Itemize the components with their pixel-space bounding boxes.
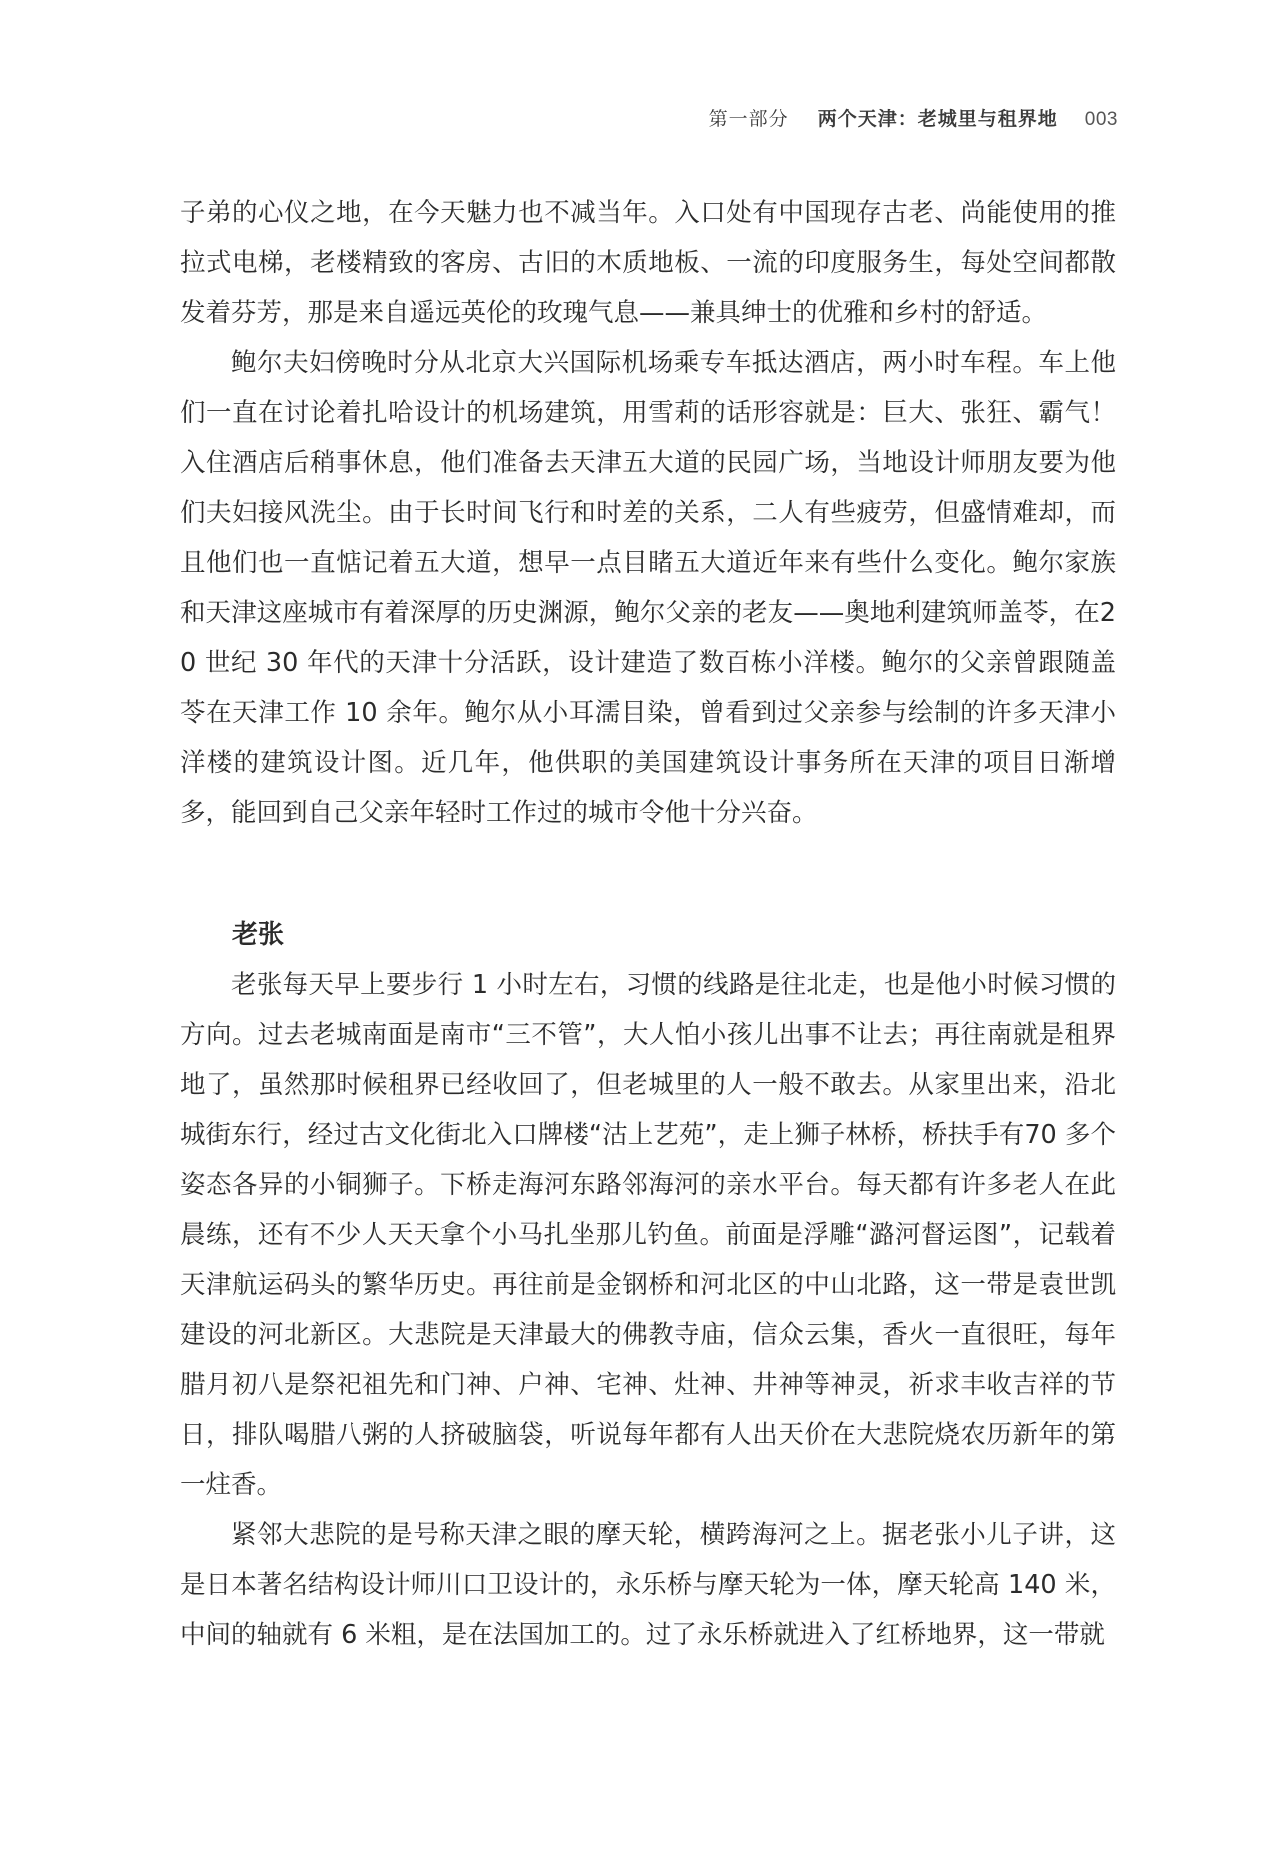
running-header (709, 104, 1118, 131)
header-chapter-title: 两个天津：老城里与租界地 (817, 108, 1058, 130)
body-text-top (180, 188, 1116, 838)
body-text-bottom (180, 910, 1116, 1660)
page-number: 003 (1084, 109, 1118, 130)
body-paragraph: 子弟的心仪之地，在今天魅力也不减当年。入口处有中国现存古老、尚能使用的推拉式电梯，老楼精致的客房、古旧的木质地板、一流的印度服务生，每处空间都散发着芬芳，那是来自遥远英伦的玫瑰气息——兼具绅士的优雅和乡村的舒适。 (180, 198, 1116, 328)
body-paragraph: 鲍尔夫妇傍晚时分从北京大兴国际机场乘专车抵达酒店，两小时车程。车上他们一直在讨论着扎哈设计的机场建筑，用雪莉的话形容就是：巨大、张狂、霸气！入住酒店后稍事休息，他们准备去天津五大道的民园广场，当地设计师朋友要为他们夫妇接风洗尘。由于长时间飞行和时差的关系，二人有些疲劳，但盛情难却，而且他们也一直惦记着五大道，想早一点目睹五大道近年来有些什么变化。鲍尔家族和天津这座城市有着深厚的历史渊源，鲍尔父亲的老友——奥地利建筑师盖苓，在20 世纪 30 年代的天津十分活跃，设计建造了数百栋小洋楼。鲍尔的父亲曾跟随盖苓在天津工作 10 余年。鲍尔从小耳濡目染，曾看到过父亲参与绘制的许多天津小洋楼的建筑设计图。近几年，他供职的美国建筑设计事务所在天津的项目日渐增多，能回到自己父亲年轻时工作过的城市令他十分兴奋。 (180, 348, 1116, 828)
header-part-label: 第一部分 (708, 108, 789, 130)
body-paragraph: 紧邻大悲院的是号称天津之眼的摩天轮，横跨海河之上。据老张小儿子讲，这是日本著名结构设计师川口卫设计的，永乐桥与摩天轮为一体，摩天轮高 140 米，中间的轴就有 6 米粗，是在法国加工的。过了永乐桥就进入了红桥地界，这一带就 (180, 1520, 1116, 1650)
section-heading: 老张 (232, 920, 285, 950)
body-paragraph: 老张每天早上要步行 1 小时左右，习惯的线路是往北走，也是他小时候习惯的方向。过去老城南面是南市“三不管”，大人怕小孩儿出事不让去；再往南就是租界地了，虽然那时候租界已经收回了，但老城里的人一般不敢去。从家里出来，沿北城街东行，经过古文化街北入口牌楼“沽上艺苑”，走上狮子林桥，桥扶手有70 多个姿态各异的小铜狮子。下桥走海河东路邻海河的亲水平台。每天都有许多老人在此晨练，还有不少人天天拿个小马扎坐那儿钓鱼。前面是浮雕“潞河督运图”，记载着天津航运码头的繁华历史。再往前是金钢桥和河北区的中山北路，这一带是袁世凯建设的河北新区。大悲院是天津最大的佛教寺庙，信众云集，香火一直很旺，每年腊月初八是祭祀祖先和门神、户神、宅神、灶神、井神等神灵，祈求丰收吉祥的节日，排队喝腊八粥的人挤破脑袋，听说每年都有人出天价在大悲院烧农历新年的第一炷香。 (180, 970, 1116, 1500)
